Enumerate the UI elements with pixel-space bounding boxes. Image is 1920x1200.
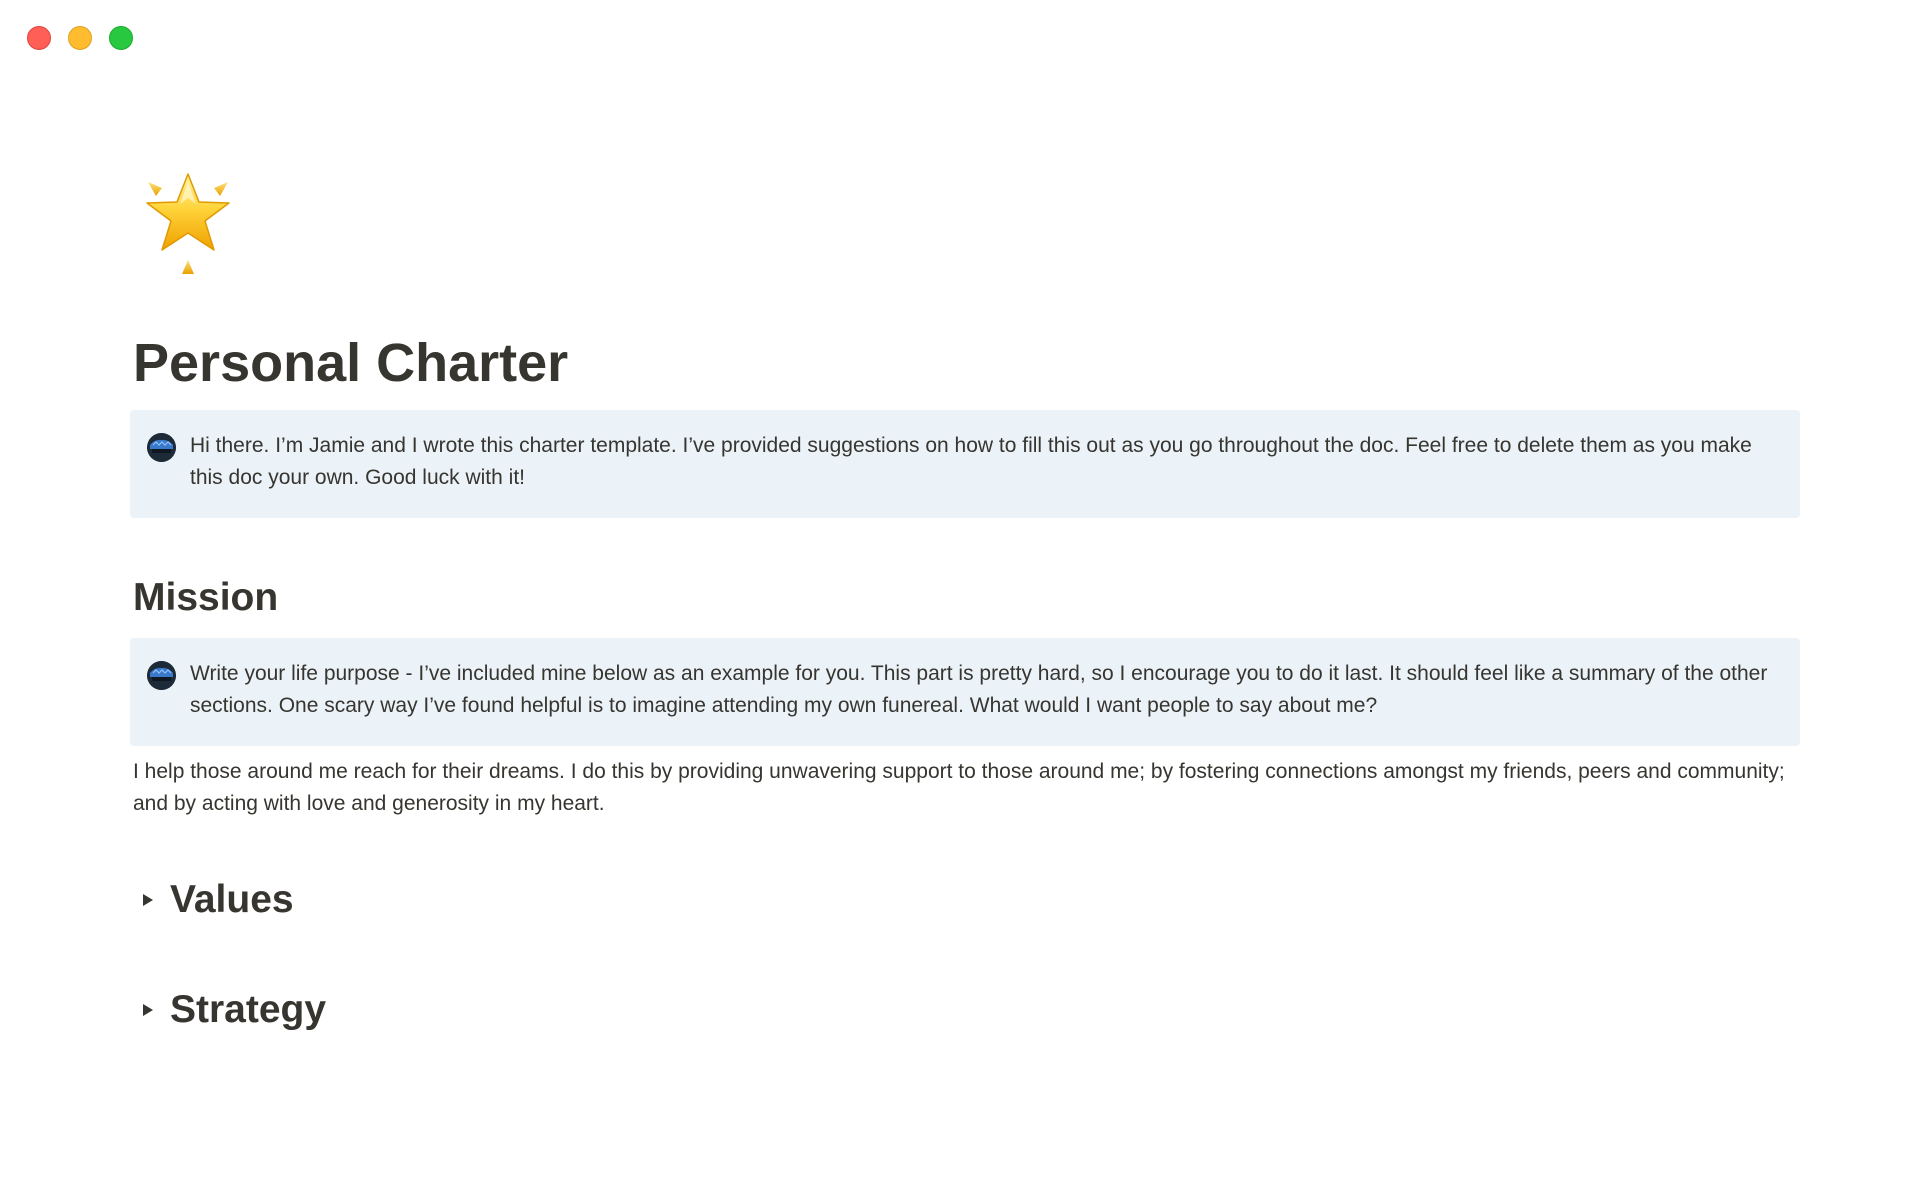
close-window-button[interactable] [27,26,51,50]
mission-callout[interactable] [130,638,1800,746]
mission-heading[interactable]: Mission [133,576,279,619]
toggle-values-label: Values [170,878,294,921]
maximize-window-button[interactable] [109,26,133,50]
toggle-strategy[interactable] [130,982,326,1038]
minimize-window-button[interactable] [68,26,92,50]
window-controls [27,26,133,50]
toggle-values[interactable] [130,872,294,928]
glowing-star-icon[interactable] [136,168,240,276]
mission-callout-text: Write your life purpose - I’ve included mine below as an example for you. This part is pretty hard, so I encourage you to do it last. It should feel like a summary of the other sections. One scary way I’ve found helpful is to imagine attending my own funereal. What would I want people to say about me? [190,662,1768,717]
caret-right-icon[interactable] [130,882,166,918]
page-title[interactable]: Personal Charter [133,333,569,393]
toggle-strategy-label: Strategy [170,988,327,1031]
caret-right-icon[interactable] [130,992,166,1028]
avatar-icon[interactable] [147,433,176,462]
mission-statement[interactable]: I help those around me reach for their dreams. I do this by providing unwavering support to those around me; by fostering connections amongst my friends, peers and community; and by acting with love and generosity in my heart. [133,760,1785,815]
avatar-icon[interactable] [147,661,176,690]
intro-callout[interactable] [130,410,1800,518]
intro-callout-text: Hi there. I’m Jamie and I wrote this charter template. I’ve provided suggestions on how to fill this out as you go throughout the doc. Feel free to delete them as you make this doc your own. Good luck with it! [190,434,1752,489]
